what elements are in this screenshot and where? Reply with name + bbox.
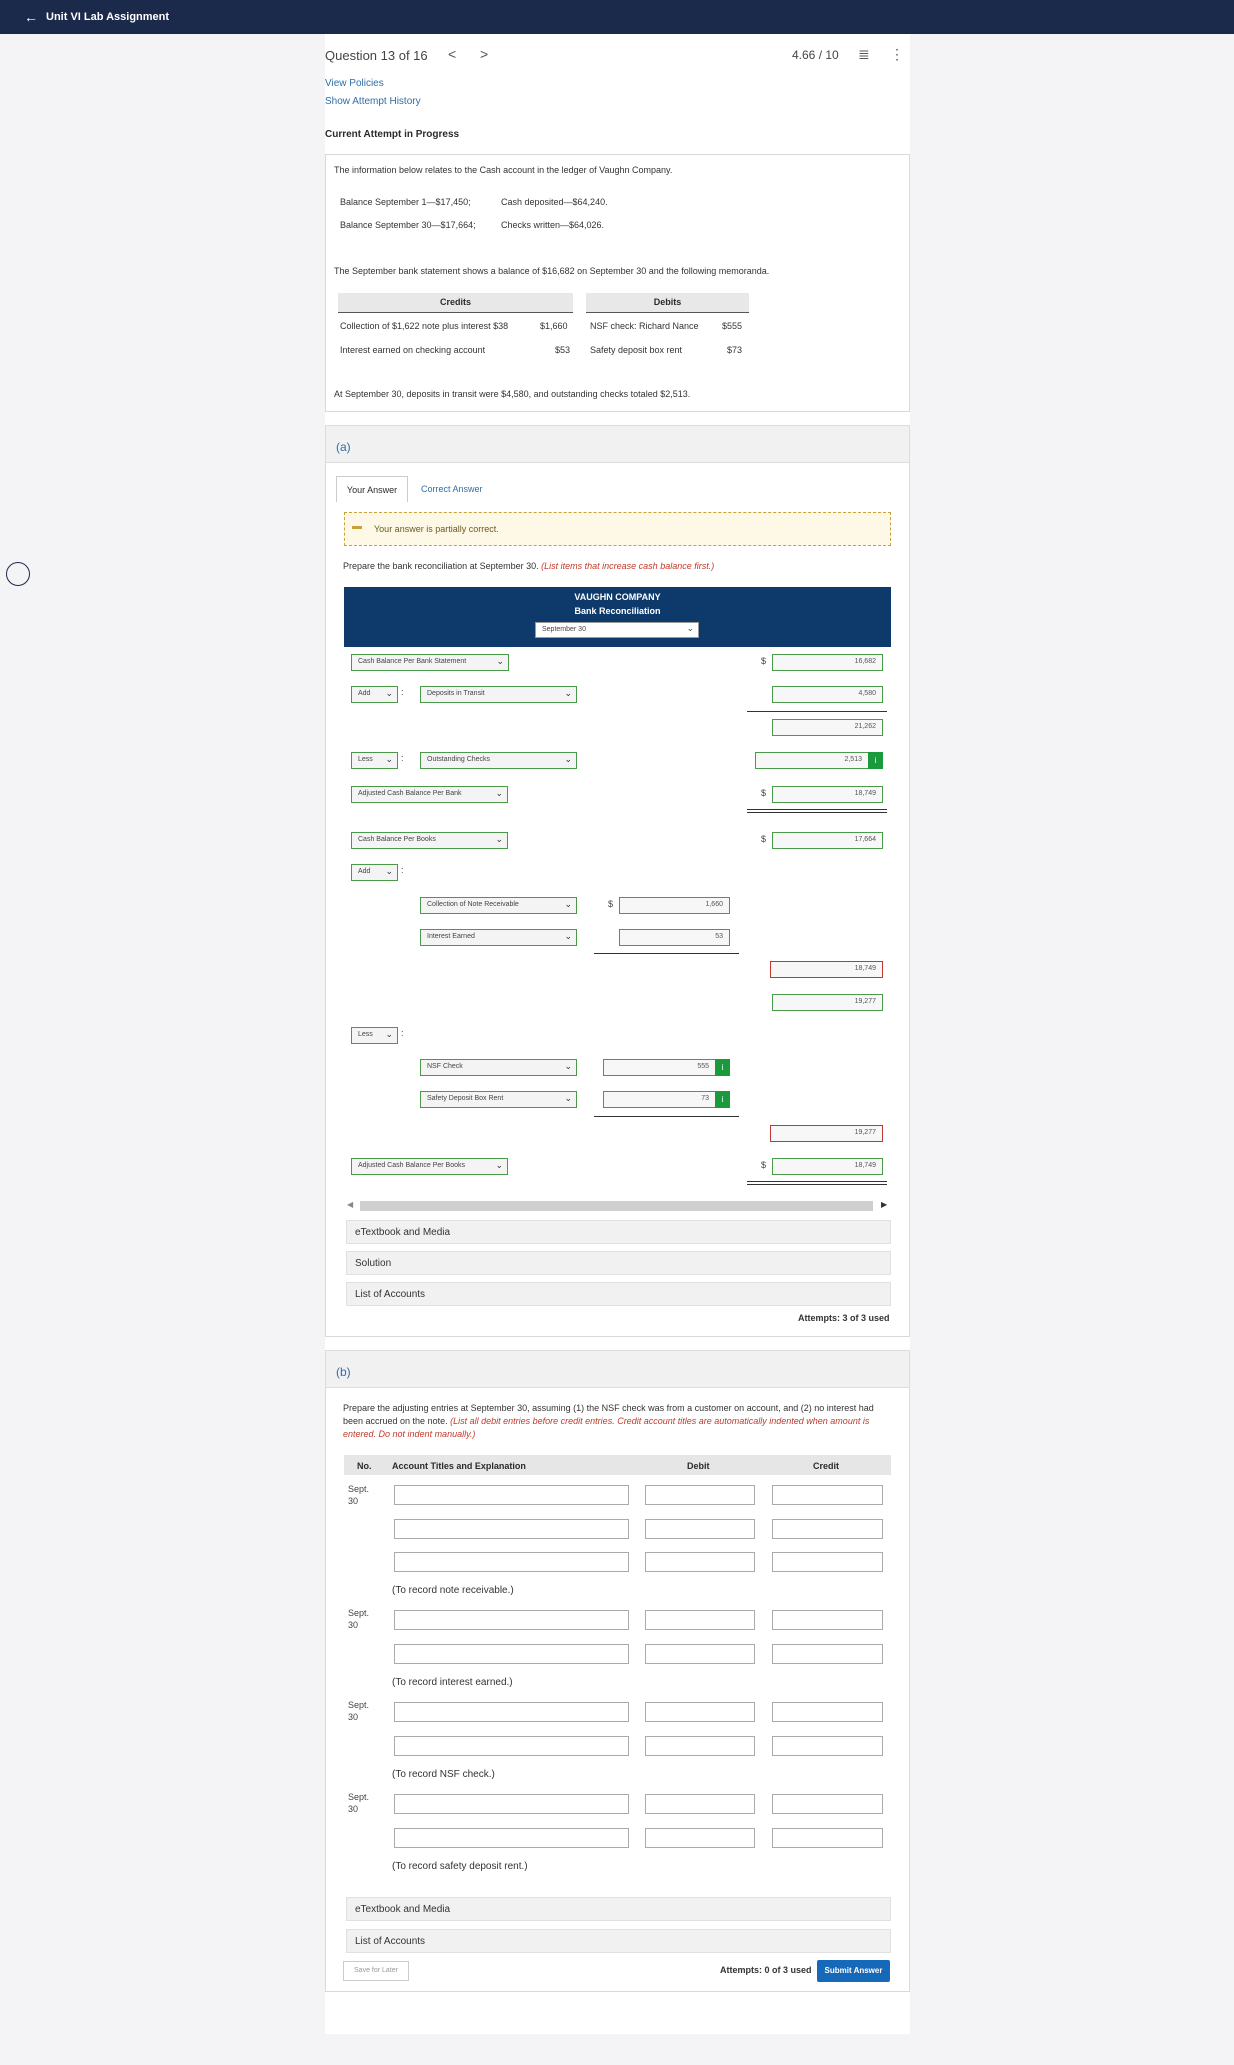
dollar-sign: $ <box>761 834 767 844</box>
books-balance-input[interactable]: 17,664 <box>772 832 883 849</box>
assignment-title: Unit VI Lab Assignment <box>46 11 170 23</box>
col-debit: Debit <box>687 1461 710 1471</box>
chevron-down-icon: ⌄ <box>385 1029 393 1039</box>
month: Sept. <box>348 1700 370 1710</box>
solution-bar[interactable]: Solution <box>346 1251 891 1275</box>
subtotal-input[interactable]: 21,262 <box>772 719 883 736</box>
debit-input[interactable] <box>645 1794 755 1814</box>
chevron-down-icon: ⌄ <box>564 1093 572 1103</box>
submit-answer-button[interactable]: Submit Answer <box>817 1960 890 1982</box>
month: Sept. <box>348 1484 370 1494</box>
dropdown-value: NSF Check <box>427 1063 463 1070</box>
scrollbar-thumb[interactable] <box>360 1201 873 1211</box>
outstanding-checks-dropdown[interactable] <box>420 752 577 769</box>
account-input[interactable] <box>394 1644 629 1664</box>
credit-amount-2: $53 <box>555 345 571 355</box>
view-policies-link[interactable]: View Policies <box>325 78 384 89</box>
double-underline <box>747 1181 887 1182</box>
credit-input[interactable] <box>772 1702 883 1722</box>
top-bar <box>0 0 1234 34</box>
info-icon[interactable]: i <box>715 1059 730 1076</box>
instructions-text: Prepare the bank reconciliation at September 30. <box>343 561 539 571</box>
part-a-label: (a) <box>336 440 351 454</box>
dollar-sign: $ <box>608 899 614 909</box>
scroll-left-icon[interactable]: ◀ <box>347 1200 354 1209</box>
chevron-down-icon: ⌄ <box>686 623 694 633</box>
credit-input[interactable] <box>772 1828 883 1848</box>
less-dropdown-books[interactable] <box>351 1027 398 1044</box>
back-arrow-icon[interactable]: ← <box>24 9 38 25</box>
credit-input[interactable] <box>772 1485 883 1505</box>
adjusted-bank-input[interactable]: 18,749 <box>772 786 883 803</box>
credit-input[interactable] <box>772 1552 883 1572</box>
account-input[interactable] <box>394 1485 629 1505</box>
explanation-4: (To record safety deposit rent.) <box>392 1861 528 1872</box>
account-input[interactable] <box>394 1828 629 1848</box>
safety-deposit-dropdown[interactable] <box>420 1091 577 1108</box>
debit-input[interactable] <box>645 1736 755 1756</box>
adjusted-bank-dropdown[interactable] <box>351 786 508 803</box>
input-value: 73 <box>701 1095 709 1102</box>
colon: : <box>401 687 404 697</box>
nsf-check-dropdown[interactable] <box>420 1059 577 1076</box>
dropdown-value: Less <box>358 756 373 763</box>
account-input[interactable] <box>394 1794 629 1814</box>
list-of-accounts-a[interactable]: List of Accounts <box>346 1282 891 1306</box>
books-subtotal-input-incorrect[interactable]: 18,749 <box>770 961 883 978</box>
date-entry-2 <box>348 1607 369 1631</box>
dropdown-value: Less <box>358 1031 373 1038</box>
date-value: September 30 <box>542 626 586 633</box>
safety-deposit-input[interactable] <box>603 1091 730 1108</box>
add-dropdown-bank[interactable] <box>351 686 398 703</box>
bank-statement-text: The September bank statement shows a balance of $16,682 on September 30 and the following memoranda. <box>334 266 770 276</box>
colon: : <box>401 865 404 875</box>
dollar-sign: $ <box>761 1160 767 1170</box>
colon: : <box>401 1028 404 1038</box>
balance-sep1: Balance September 1—$17,450; <box>340 197 471 207</box>
deposits-transit-input[interactable]: 4,580 <box>772 686 883 703</box>
dropdown-value: Deposits in Transit <box>427 690 485 697</box>
partial-correct-text: Your answer is partially correct. <box>374 524 499 534</box>
attempts-b: Attempts: 0 of 3 used <box>720 1965 812 1975</box>
date-entry-3 <box>348 1699 369 1723</box>
deposits-transit-dropdown[interactable] <box>420 686 577 703</box>
tab-your-answer[interactable]: Your Answer <box>336 476 408 502</box>
credit-input[interactable] <box>772 1794 883 1814</box>
dropdown-value: Interest Earned <box>427 933 475 940</box>
debit-amount-1: $555 <box>722 321 743 331</box>
part-a-instructions <box>343 561 714 571</box>
attempt-label: Current Attempt in Progress <box>325 129 460 140</box>
info-icon[interactable]: i <box>868 752 883 769</box>
date-entry-4 <box>348 1791 369 1815</box>
company-name: VAUGHN COMPANY <box>574 592 661 602</box>
month: Sept. <box>348 1792 370 1802</box>
dollar-sign: $ <box>761 788 767 798</box>
problem-intro: The information below relates to the Cash account in the ledger of Vaughn Company. <box>334 165 673 175</box>
day: 30 <box>348 1712 359 1722</box>
explanation-1: (To record note receivable.) <box>392 1585 514 1596</box>
adjusted-books-input[interactable]: 18,749 <box>772 1158 883 1175</box>
credit-input[interactable] <box>772 1610 883 1630</box>
chevron-down-icon: ⌄ <box>496 656 504 666</box>
col-no: No. <box>357 1461 372 1471</box>
debit-input[interactable] <box>645 1552 755 1572</box>
day: 30 <box>348 1620 359 1630</box>
statement-title: Bank Reconciliation <box>574 606 661 616</box>
credit-item-1: Collection of $1,622 note plus interest $38 <box>340 321 509 331</box>
subtotal-line <box>747 711 887 712</box>
dropdown-value: Cash Balance Per Bank Statement <box>358 658 467 665</box>
chevron-down-icon: ⌄ <box>495 788 503 798</box>
colon: : <box>401 753 404 763</box>
debit-input[interactable] <box>645 1519 755 1539</box>
dropdown-value: Outstanding Checks <box>427 756 491 763</box>
dropdown-value: Adjusted Cash Balance Per Books <box>358 1162 466 1169</box>
date-entry-1 <box>348 1483 369 1507</box>
outstanding-checks-input[interactable] <box>755 752 883 769</box>
day: 30 <box>348 1804 359 1814</box>
chevron-down-icon: ⌄ <box>385 688 393 698</box>
attempts-a: Attempts: 3 of 3 used <box>798 1313 890 1323</box>
account-input[interactable] <box>394 1702 629 1722</box>
date-dropdown[interactable] <box>535 622 699 638</box>
checks-written: Checks written—$64,026. <box>501 220 605 230</box>
problem-card <box>325 154 910 412</box>
dropdown-value: Safety Deposit Box Rent <box>427 1095 504 1102</box>
score-display: 4.66 / 10 <box>792 48 839 62</box>
part-b-instructions <box>343 1402 893 1441</box>
cash-balance-bank-dropdown[interactable] <box>351 654 509 671</box>
chevron-down-icon: ⌄ <box>564 688 572 698</box>
books-total-input[interactable]: 19,277 <box>772 994 883 1011</box>
subtotal-line <box>594 1116 739 1117</box>
debit-amount-2: $73 <box>727 345 743 355</box>
balance-sep30: Balance September 30—$17,664; <box>340 220 476 230</box>
credit-input[interactable] <box>772 1644 883 1664</box>
chevron-down-icon: ⌄ <box>385 866 393 876</box>
chevron-down-icon: ⌄ <box>495 834 503 844</box>
adjusted-books-dropdown[interactable] <box>351 1158 508 1175</box>
minus-icon <box>352 526 362 529</box>
double-underline <box>747 809 887 810</box>
double-underline <box>747 812 887 813</box>
interest-earned-input[interactable]: 53 <box>619 929 730 946</box>
col-credit: Credit <box>813 1461 840 1471</box>
question-list-icon[interactable]: ≣ <box>858 46 870 62</box>
interest-earned-dropdown[interactable] <box>420 929 577 946</box>
part-b-label: (b) <box>336 1365 351 1379</box>
debit-input[interactable] <box>645 1485 755 1505</box>
next-question-button[interactable]: > <box>480 46 489 62</box>
debit-item-2: Safety deposit box rent <box>590 345 683 355</box>
scroll-right-icon[interactable]: ▶ <box>881 1200 888 1209</box>
nsf-check-input[interactable] <box>603 1059 730 1076</box>
chevron-down-icon: ⌄ <box>564 931 572 941</box>
tab-correct-answer[interactable]: Correct Answer <box>421 484 483 494</box>
dropdown-value: Collection of Note Receivable <box>427 901 519 908</box>
part-a-header <box>325 425 910 463</box>
more-options-icon[interactable]: ⋮ <box>890 46 904 62</box>
explanation-2: (To record interest earned.) <box>392 1677 513 1688</box>
credits-header: Credits <box>338 293 573 313</box>
account-input[interactable] <box>394 1552 629 1572</box>
credit-input[interactable] <box>772 1519 883 1539</box>
cash-balance-books-dropdown[interactable] <box>351 832 508 849</box>
transit-text: At September 30, deposits in transit were $4,580, and outstanding checks totaled $2,513. <box>334 389 691 399</box>
dollar-sign: $ <box>761 656 767 666</box>
cookie-settings-icon[interactable] <box>6 562 30 586</box>
instructions-red: (List items that increase cash balance first.) <box>541 561 715 571</box>
deductions-input-incorrect[interactable]: 19,277 <box>770 1125 883 1142</box>
instructions-text: Prepare the adjusting entries at September 30, assuming (1) the NSF check was from a customer on account, and (2) no interest had been accrued on the note. <box>343 1403 874 1426</box>
attempt-history-link[interactable]: Show Attempt History <box>325 96 421 107</box>
list-of-accounts-b[interactable]: List of Accounts <box>346 1929 891 1953</box>
debit-input[interactable] <box>645 1610 755 1630</box>
save-for-later-button[interactable]: Save for Later <box>343 1961 409 1981</box>
info-icon[interactable]: i <box>715 1091 730 1108</box>
credit-amount-1: $1,660 <box>540 321 568 331</box>
explanation-3: (To record NSF check.) <box>392 1769 495 1780</box>
subtotal-line <box>594 953 739 954</box>
debit-input[interactable] <box>645 1702 755 1722</box>
col-account-titles: Account Titles and Explanation <box>392 1461 526 1471</box>
note-receivable-input[interactable]: 1,660 <box>619 897 730 914</box>
etextbook-media-a[interactable]: eTextbook and Media <box>346 1220 891 1244</box>
chevron-down-icon: ⌄ <box>564 754 572 764</box>
less-dropdown-bank[interactable] <box>351 752 398 769</box>
instructions-red: (List all debit entries before credit entries. Credit account titles are automatically indented when amount is entered. Do not indent manually.) <box>343 1416 870 1439</box>
chevron-down-icon: ⌄ <box>495 1160 503 1170</box>
chevron-down-icon: ⌄ <box>564 1061 572 1071</box>
add-dropdown-books[interactable] <box>351 864 398 881</box>
dropdown-value: Add <box>358 690 371 697</box>
debits-header: Debits <box>586 293 749 313</box>
debit-item-1: NSF check: Richard Nance <box>590 321 699 331</box>
credit-input[interactable] <box>772 1736 883 1756</box>
debit-input[interactable] <box>645 1828 755 1848</box>
cash-deposited: Cash deposited—$64,240. <box>501 197 608 207</box>
month: Sept. <box>348 1608 370 1618</box>
account-input[interactable] <box>394 1519 629 1539</box>
day: 30 <box>348 1496 359 1506</box>
etextbook-media-b[interactable]: eTextbook and Media <box>346 1897 891 1921</box>
question-counter: Question 13 of 16 <box>325 48 428 63</box>
part-b-header <box>325 1350 910 1388</box>
bank-balance-input[interactable]: 16,682 <box>772 654 883 671</box>
input-value: 555 <box>697 1063 709 1070</box>
dropdown-value: Adjusted Cash Balance Per Bank <box>358 790 462 797</box>
prev-question-button[interactable]: < <box>448 46 457 62</box>
account-input[interactable] <box>394 1610 629 1630</box>
account-input[interactable] <box>394 1736 629 1756</box>
input-value: 2,513 <box>844 756 862 763</box>
dropdown-value: Add <box>358 868 371 875</box>
chevron-down-icon: ⌄ <box>564 899 572 909</box>
note-receivable-dropdown[interactable] <box>420 897 577 914</box>
debit-input[interactable] <box>645 1644 755 1664</box>
dropdown-value: Cash Balance Per Books <box>358 836 436 843</box>
double-underline <box>747 1184 887 1185</box>
chevron-down-icon: ⌄ <box>385 754 393 764</box>
credit-item-2: Interest earned on checking account <box>340 345 486 355</box>
